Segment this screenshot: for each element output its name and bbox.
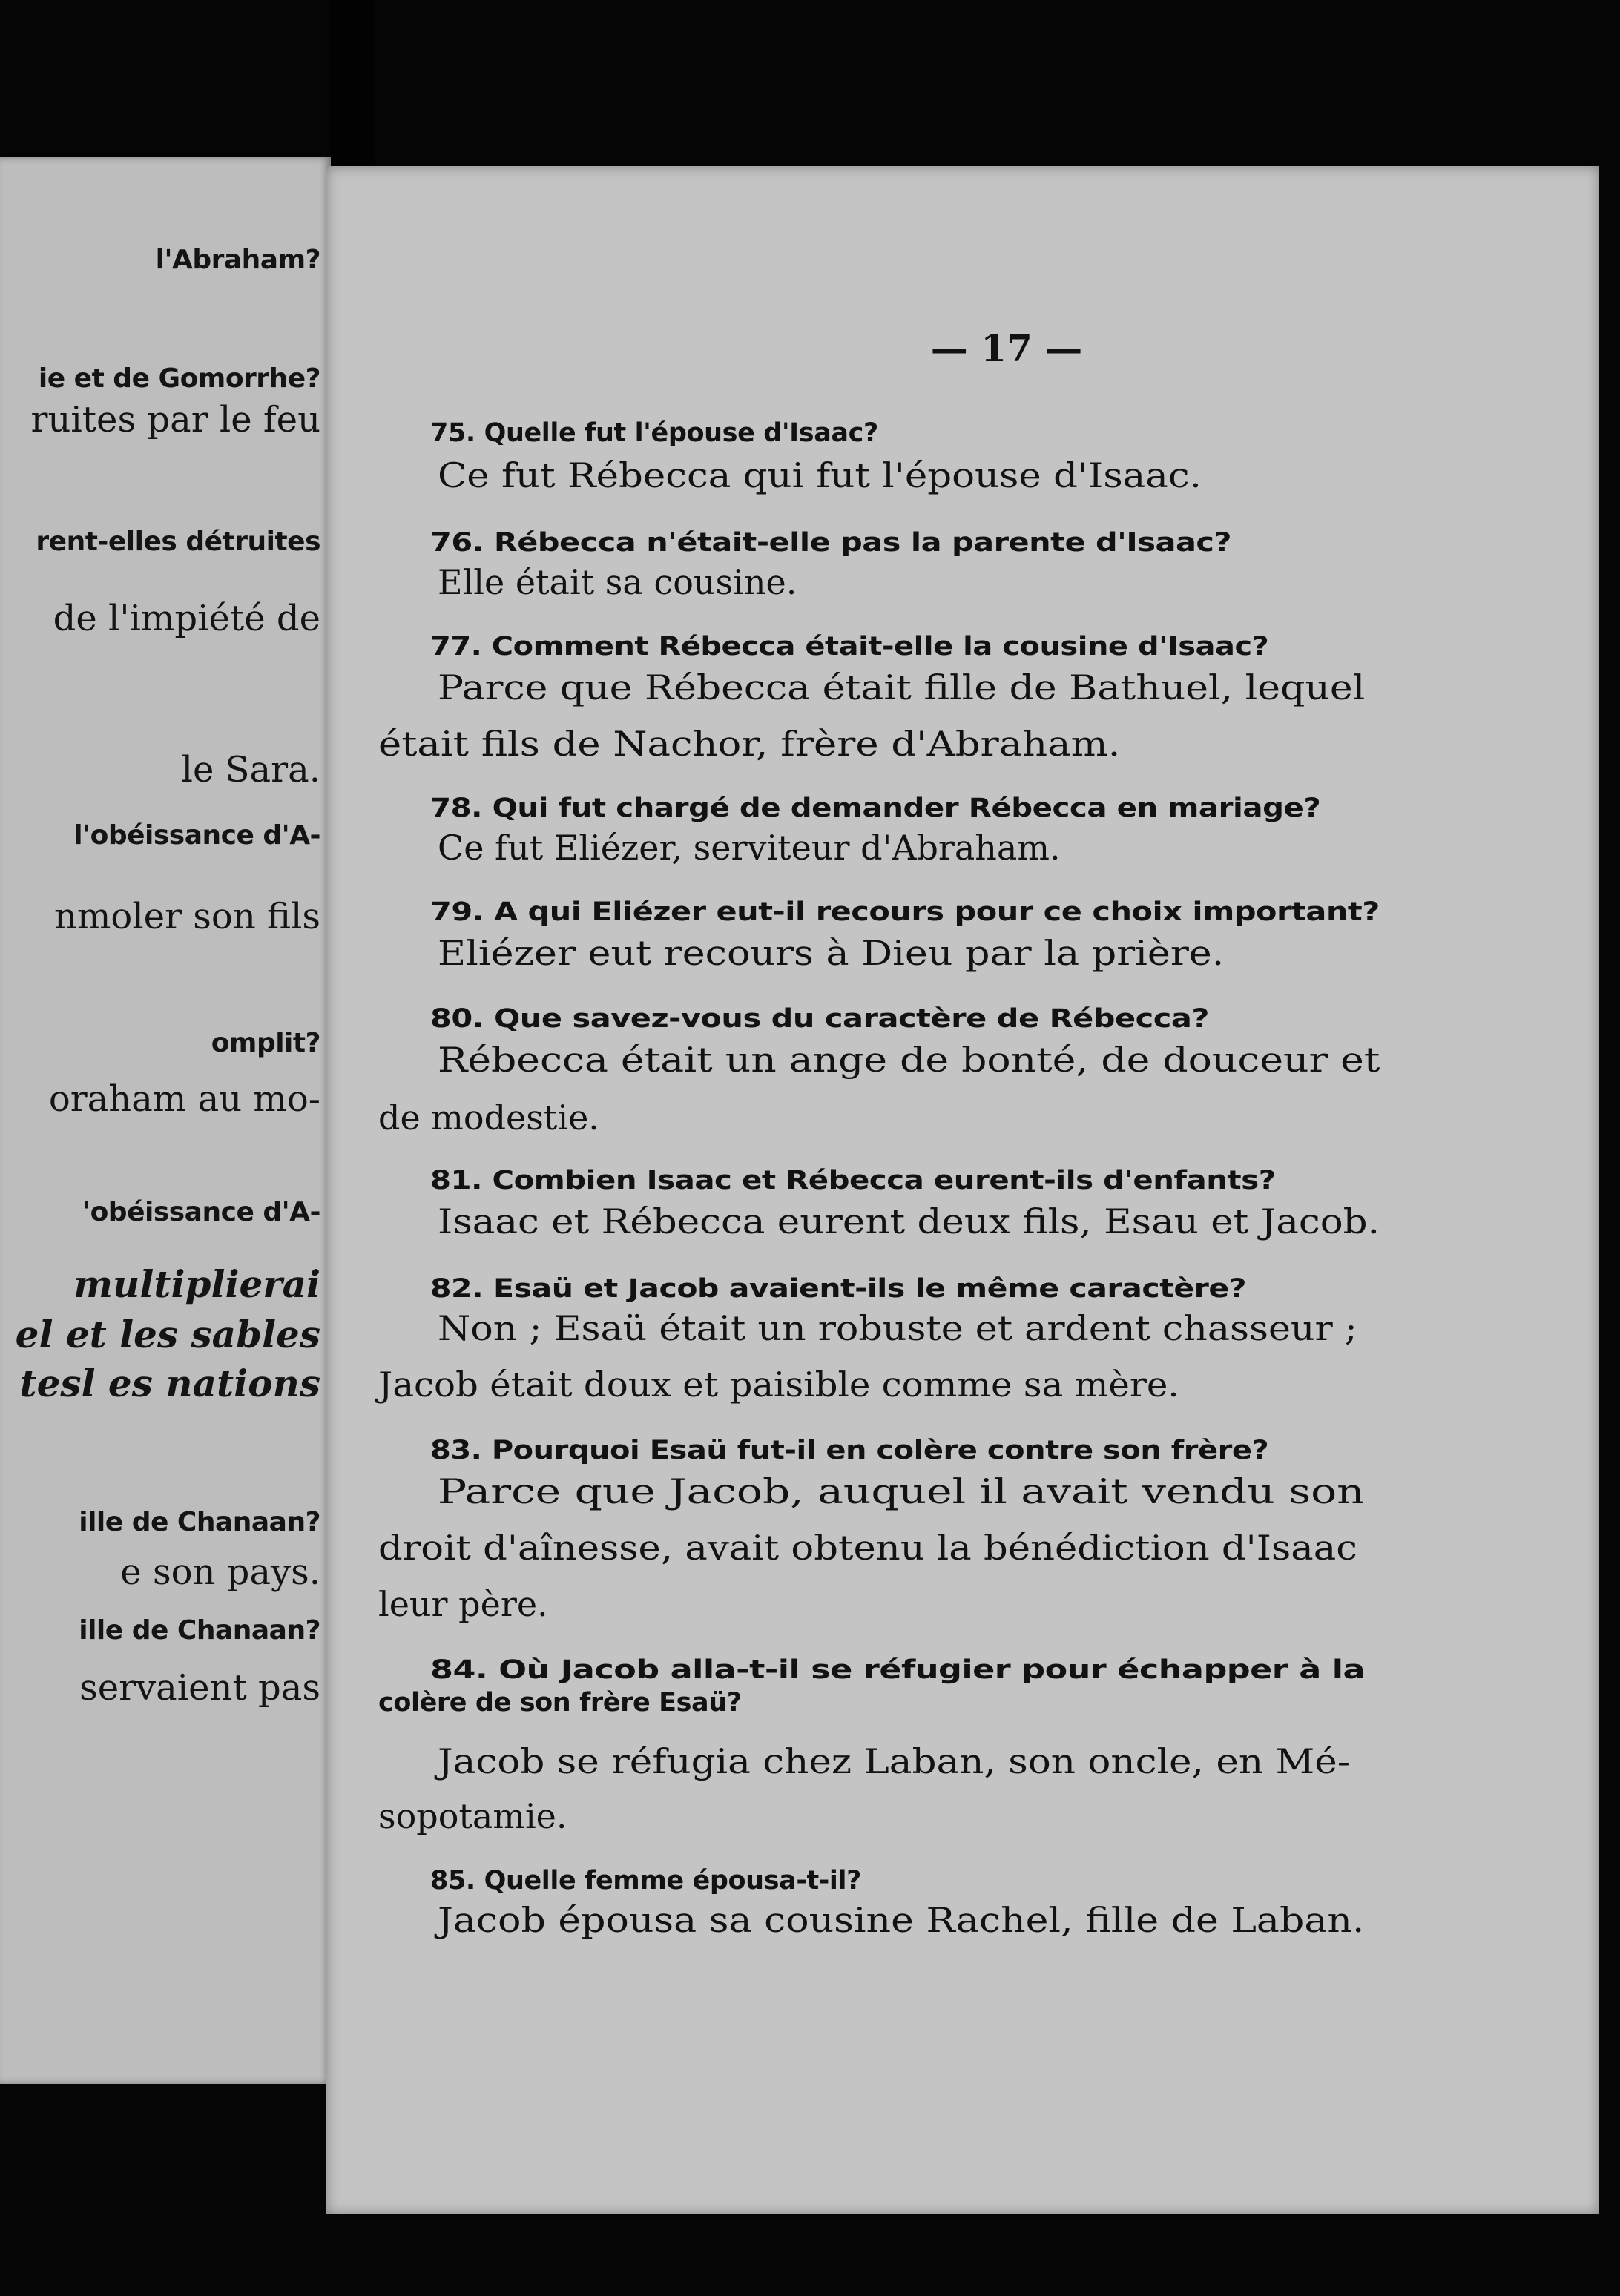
- question-line: 84. Où Jacob alla-t-il se réfugier pour échapper à la: [430, 1655, 1366, 1685]
- previous-page-line: nmoler son fils: [54, 896, 320, 937]
- answer-line: de modestie.: [378, 1098, 599, 1138]
- question-line: 78. Qui fut chargé de demander Rébecca en mariage?: [430, 794, 1321, 823]
- previous-page-line: ie et de Gomorrhe?: [38, 363, 320, 394]
- previous-page-line: multiplierai: [73, 1262, 320, 1306]
- answer-line: Jacob épousa sa cousine Rachel, fille de Laban.: [438, 1900, 1365, 1940]
- question-line: 82. Esaü et Jacob avaient-ils le même caractère?: [430, 1274, 1247, 1304]
- answer-line: Ce fut Eliézer, serviteur d'Abraham.: [438, 828, 1061, 868]
- question-line: 76. Rébecca n'était-elle pas la parente d'Isaac?: [430, 528, 1232, 558]
- previous-page-line: l'Abraham?: [155, 245, 320, 275]
- previous-page-line: ille de Chanaan?: [79, 1615, 320, 1646]
- answer-line: Rébecca était un ange de bonté, de douceur et: [438, 1040, 1380, 1080]
- previous-page-line: tesl es nations: [19, 1362, 320, 1405]
- question-line: 85. Quelle femme épousa-t-il?: [430, 1866, 862, 1896]
- answer-line: Eliézer eut recours à Dieu par la prière.: [438, 933, 1225, 973]
- answer-line: Parce que Rébecca était fille de Bathuel, lequel: [438, 667, 1366, 707]
- question-line: 81. Combien Isaac et Rébecca eurent-ils d'enfants?: [430, 1166, 1276, 1195]
- previous-page-line: le Sara.: [181, 749, 320, 791]
- question-line: 77. Comment Rébecca était-elle la cousine d'Isaac?: [430, 632, 1269, 662]
- previous-page-line: e son pays.: [120, 1551, 320, 1593]
- previous-page-line: ille de Chanaan?: [79, 1507, 320, 1537]
- answer-line: Parce que Jacob, auquel il avait vendu son: [438, 1471, 1365, 1511]
- previous-page-line: de l'impiété de: [53, 598, 320, 639]
- answer-line: droit d'aînesse, avait obtenu la bénédiction d'Isaac: [378, 1528, 1357, 1568]
- answer-line: Non ; Esaü était un robuste et ardent chasseur ;: [438, 1308, 1357, 1348]
- answer-line: Jacob se réfugia chez Laban, son oncle, en Mé-: [438, 1741, 1351, 1781]
- answer-line: Isaac et Rébecca eurent deux fils, Esau et Jacob.: [438, 1201, 1380, 1241]
- previous-page-line: el et les sables: [15, 1313, 320, 1356]
- answer-line: Elle était sa cousine.: [438, 562, 797, 602]
- answer-line: Ce fut Rébecca qui fut l'épouse d'Isaac.: [438, 455, 1202, 495]
- previous-page-line: servaient pas: [79, 1667, 320, 1709]
- previous-page-line: oraham au mo-: [48, 1078, 320, 1120]
- previous-page-line: rent-elles détruites: [36, 527, 320, 557]
- previous-page-line: 'obéissance d'A-: [82, 1197, 320, 1227]
- answer-line: Jacob était doux et paisible comme sa mère.: [378, 1365, 1179, 1405]
- answer-line: était fils de Nachor, frère d'Abraham.: [378, 724, 1121, 764]
- page-number: — 17 —: [930, 326, 1083, 370]
- previous-page-line: omplit?: [211, 1028, 320, 1058]
- question-line: 80. Que savez-vous du caractère de Rébecca?: [430, 1004, 1209, 1034]
- previous-page-line: l'obéissance d'A-: [73, 820, 320, 851]
- question-line: 83. Pourquoi Esaü fut-il en colère contre son frère?: [430, 1436, 1269, 1465]
- question-line: colère de son frère Esaü?: [378, 1688, 742, 1718]
- previous-page-line: ruites par le feu: [30, 399, 320, 441]
- scan-border: [0, 2214, 1620, 2296]
- page: [326, 166, 1599, 2214]
- answer-line: leur père.: [378, 1584, 548, 1624]
- previous-page: [0, 157, 331, 2084]
- answer-line: sopotamie.: [378, 1796, 567, 1836]
- question-line: 75. Quelle fut l'épouse d'Isaac?: [430, 418, 878, 448]
- question-line: 79. A qui Eliézer eut-il recours pour ce choix important?: [430, 897, 1380, 927]
